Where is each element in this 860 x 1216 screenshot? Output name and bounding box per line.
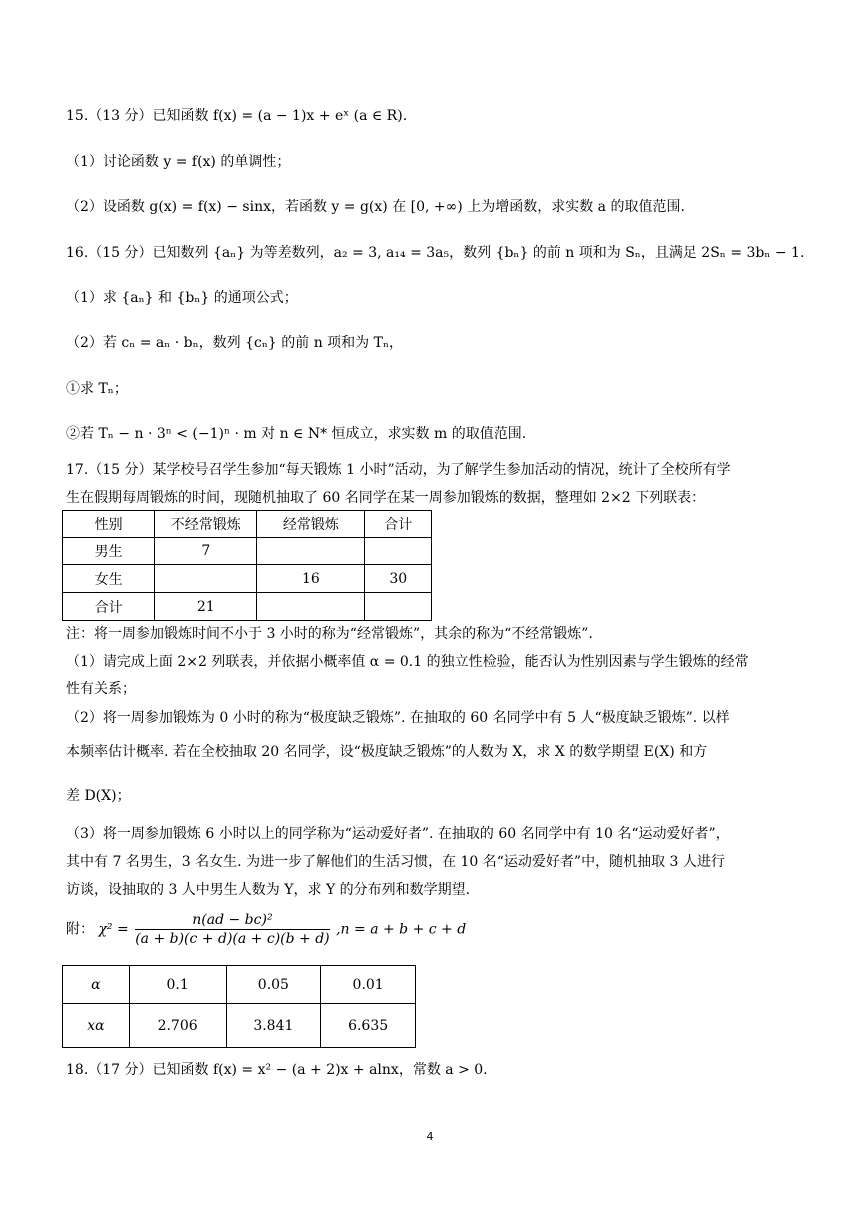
table-cell xyxy=(365,593,432,621)
table-row xyxy=(63,593,432,621)
formula-lhs: χ² = xyxy=(98,921,129,938)
q15-part1: （1）讨论函数 y = f(x) 的单调性； xyxy=(66,154,291,170)
table-row xyxy=(63,966,416,1004)
table-row xyxy=(63,1004,416,1048)
page-number: 4 xyxy=(426,1130,434,1143)
table-cell: 21 xyxy=(155,593,257,621)
q17-part2-a: （2）将一周参加锻炼为 0 小时的称为“极度缺乏锻炼”. 在抽取的 60 名同学中有 5 人“极度缺乏锻炼”. 以样 xyxy=(66,710,730,726)
table-row xyxy=(63,538,432,565)
table-header-row xyxy=(63,511,432,538)
q17-part3-c: 访谈，设抽取的 3 人中男生人数为 Y，求 Y 的分布列和数学期望. xyxy=(66,882,471,898)
q16-part2: （2）若 cₙ = aₙ · bₙ，数列 {cₙ} 的前 n 项和为 Tₙ， xyxy=(66,335,404,351)
table-header-cell: 经常锻炼 xyxy=(257,511,365,538)
table-cell: 女生 xyxy=(63,565,155,593)
table-cell: 6.635 xyxy=(321,1004,416,1048)
table-cell: 0.1 xyxy=(129,966,226,1004)
table-header-cell: 合计 xyxy=(365,511,432,538)
q15-head: 15.（13 分）已知函数 f(x) = (a − 1)x + eˣ (a ∈ R). xyxy=(66,108,408,124)
table-cell xyxy=(365,538,432,565)
formula-numerator: n(ad − bc)² xyxy=(135,912,329,930)
q17-part3-a: （3）将一周参加锻炼 6 小时以上的同学称为“运动爱好者”. 在抽取的 60 名同学中有 10 名“运动爱好者”， xyxy=(66,826,730,842)
critical-value-table xyxy=(62,965,416,1048)
formula-fraction xyxy=(135,912,329,947)
contingency-table xyxy=(62,510,432,621)
table-cell: xα xyxy=(63,1004,130,1048)
q17-part1-b: 性有关系； xyxy=(66,681,136,697)
q18-head: 18.（17 分）已知函数 f(x) = x² − (a + 2)x + alnx，常数 a > 0. xyxy=(66,1062,488,1078)
formula-tail: ,n = a + b + c + d xyxy=(336,921,467,938)
table-cell xyxy=(257,593,365,621)
q17-line2: 生在假期每周锻炼的时间，现随机抽取了 60 名同学在某一周参加锻炼的数据，整理如 2×2 下列联表： xyxy=(66,490,706,506)
table-cell: 合计 xyxy=(63,593,155,621)
table-cell: 3.841 xyxy=(226,1004,321,1048)
table-cell xyxy=(257,538,365,565)
table-header-cell: 不经常锻炼 xyxy=(155,511,257,538)
table-cell: 7 xyxy=(155,538,257,565)
q16-sub1: ①求 Tₙ； xyxy=(66,381,128,397)
q15-part2: （2）设函数 g(x) = f(x) − sinx，若函数 y = g(x) 在 [0, +∞) 上为增函数，求实数 a 的取值范围. xyxy=(66,199,685,215)
q16-head: 16.（15 分）已知数列 {aₙ} 为等差数列，a₂ = 3, a₁₄ = 3a₅，数列 {bₙ} 的前 n 项和为 Sₙ，且满足 2Sₙ = 3bₙ − 1. xyxy=(66,245,805,261)
q17-part2-b: 本频率估计概率. 若在全校抽取 20 名同学，设“极度缺乏锻炼”的人数为 X，求 X 的数学期望 E(X) 和方 xyxy=(66,744,708,760)
table-cell xyxy=(155,565,257,593)
table-cell: 0.05 xyxy=(226,966,321,1004)
formula-label: 附： xyxy=(66,921,94,938)
chi-square-formula xyxy=(66,912,466,947)
table-cell: 男生 xyxy=(63,538,155,565)
table-header-cell: 性别 xyxy=(63,511,155,538)
q17-part1-a: （1）请完成上面 2×2 列联表，并依据小概率值 α = 0.1 的独立性检验，能否认为性别因素与学生锻炼的经常 xyxy=(66,654,749,670)
formula-denominator: (a + b)(c + d)(a + c)(b + d) xyxy=(135,931,330,947)
q16-sub2: ②若 Tₙ − n · 3ⁿ < (−1)ⁿ · m 对 n ∈ N* 恒成立，求实数 m 的取值范围. xyxy=(66,426,527,442)
q17-part2-c: 差 D(X)； xyxy=(66,788,131,804)
q17-part3-b: 其中有 7 名男生，3 名女生. 为进一步了解他们的生活习惯，在 10 名“运动爱好者”中，随机抽取 3 人进行 xyxy=(66,854,725,870)
table-cell: 30 xyxy=(365,565,432,593)
q16-part1: （1）求 {aₙ} 和 {bₙ} 的通项公式； xyxy=(66,290,298,306)
table-row xyxy=(63,565,432,593)
table-cell: 16 xyxy=(257,565,365,593)
q17-line1: 17.（15 分）某学校号召学生参加“每天锻炼 1 小时”活动，为了解学生参加活动的情况，统计了全校所有学 xyxy=(66,462,731,478)
q17-note: 注：将一周参加锻炼时间不小于 3 小时的称为“经常锻炼”，其余的称为“不经常锻炼”. xyxy=(66,626,593,642)
table-cell: 0.01 xyxy=(321,966,416,1004)
table-cell: 2.706 xyxy=(129,1004,226,1048)
table-cell: α xyxy=(63,966,130,1004)
